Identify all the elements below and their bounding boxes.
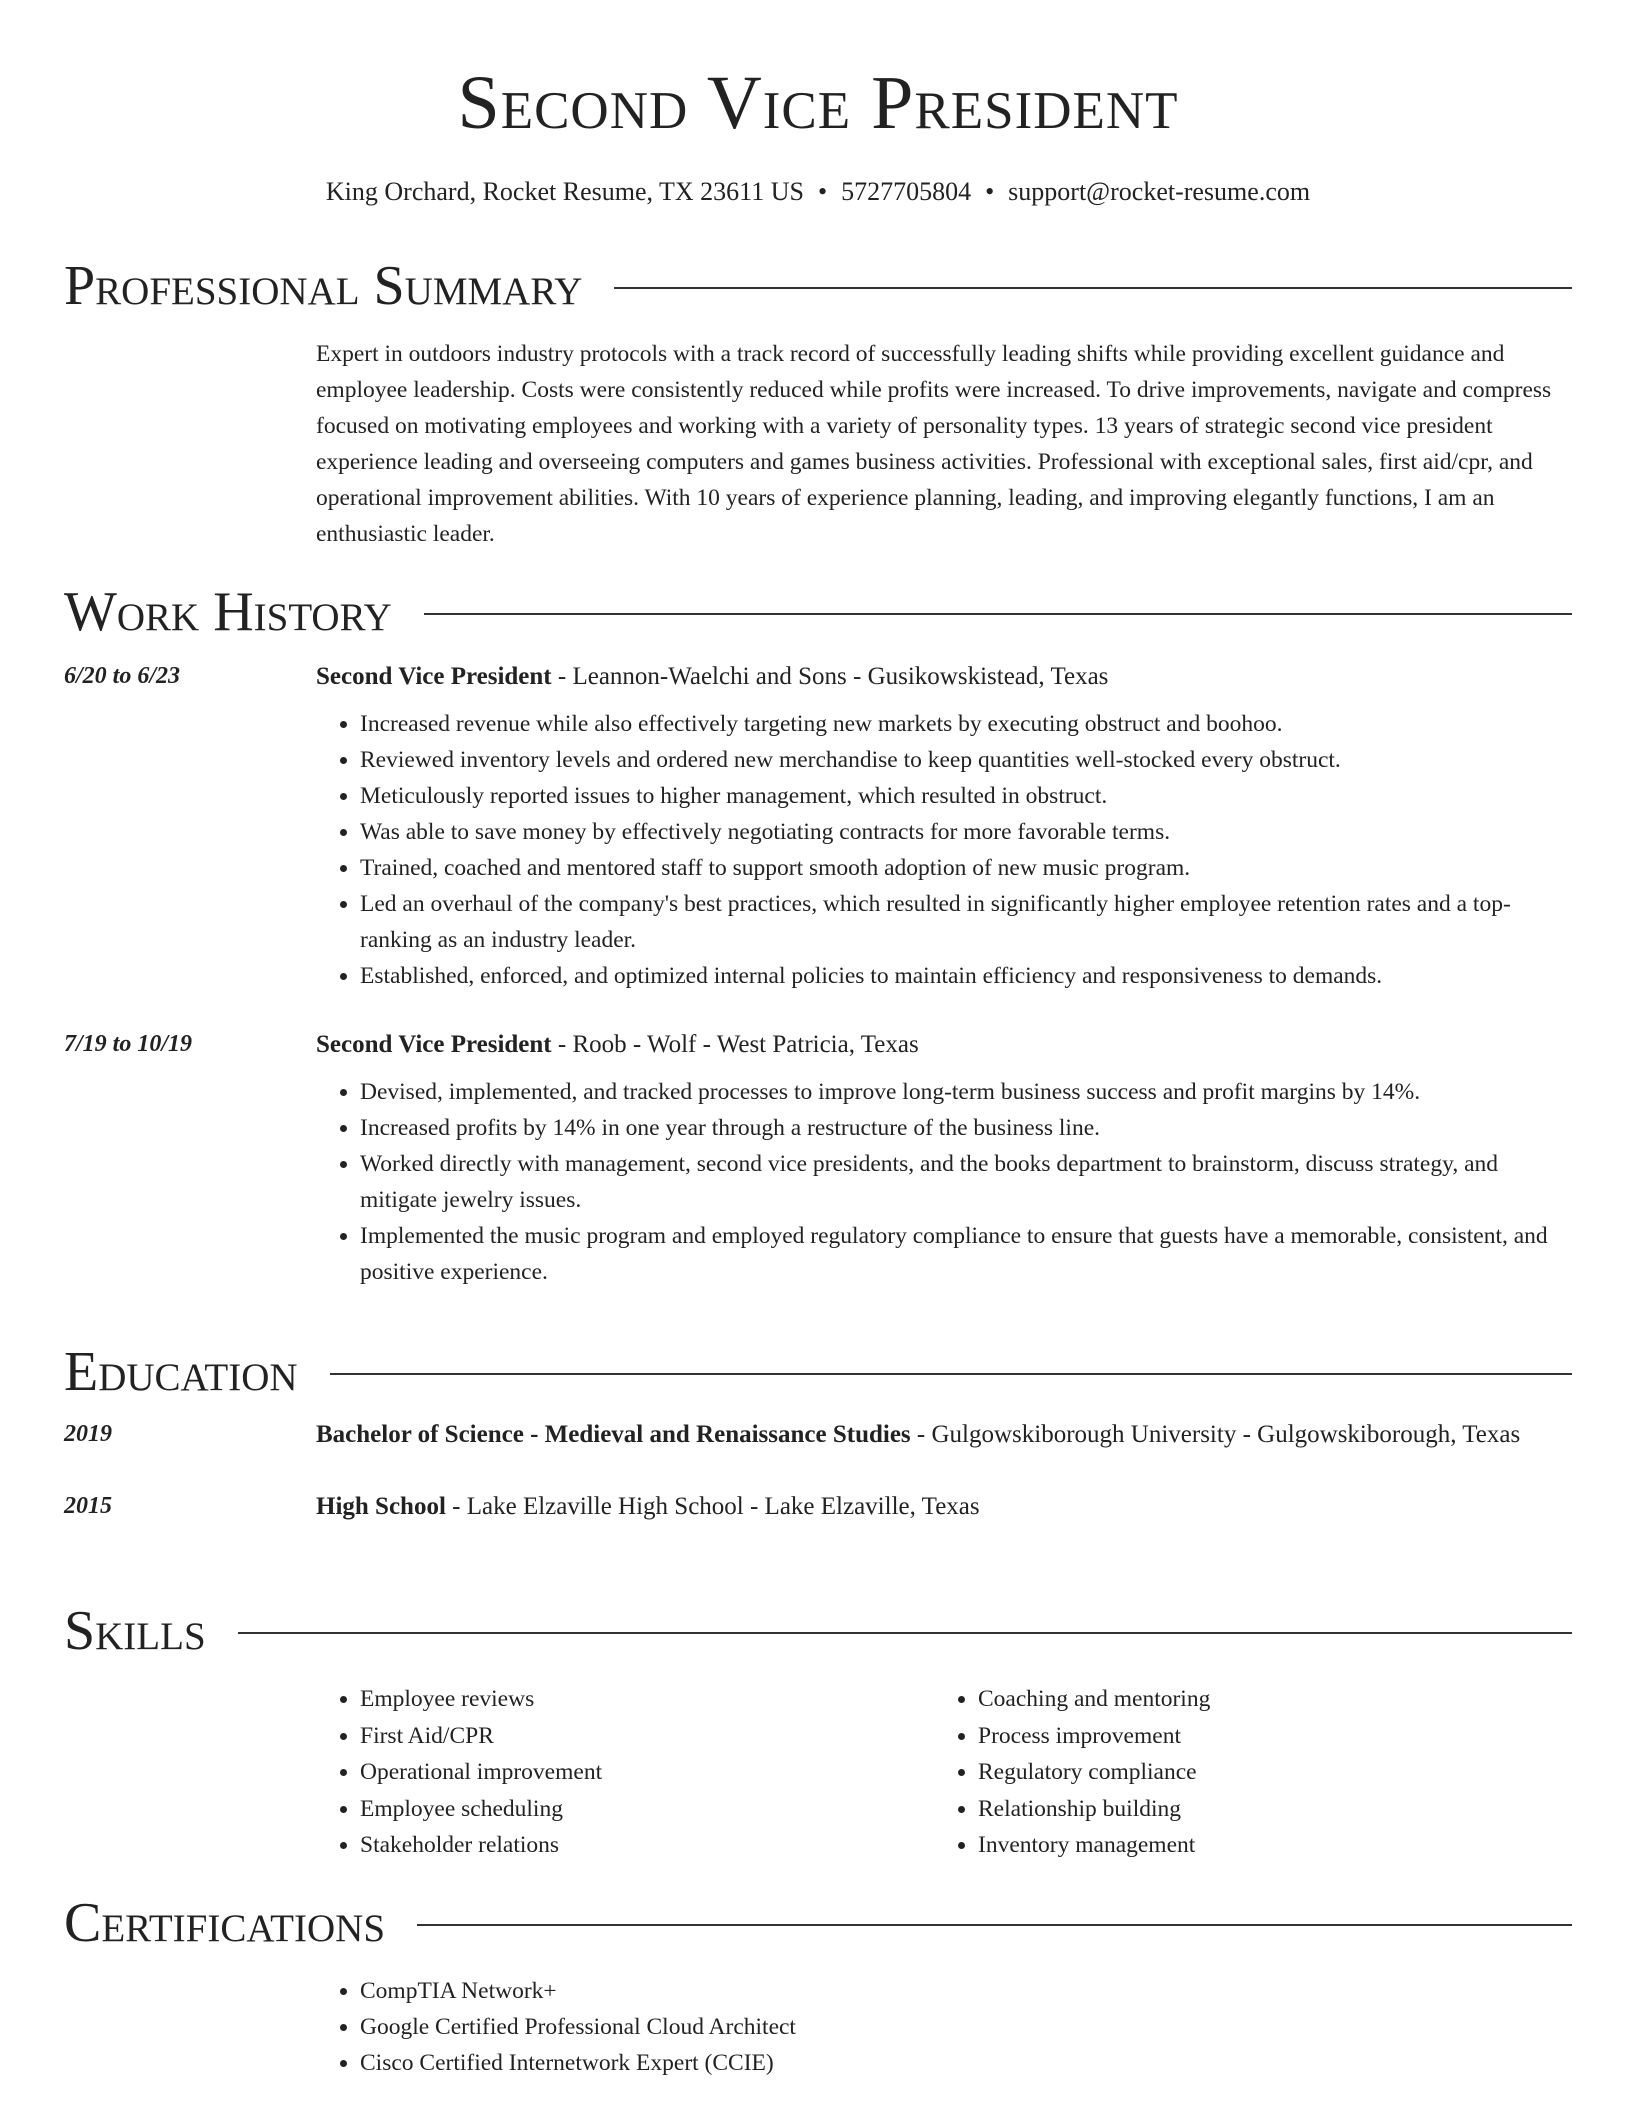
list-item: • Coaching and mentoring	[978, 1681, 1552, 1718]
list-item: • Cisco Certified Internetwork Expert (CCIE)	[360, 2045, 1572, 2081]
list-item: • Inventory management	[978, 1827, 1552, 1864]
section-header	[64, 580, 1572, 644]
list-item: • Meticulously reported issues to higher management, which resulted in obstruct.	[360, 778, 1572, 814]
section-header	[64, 1340, 1572, 1404]
education-year: 2015	[64, 1493, 112, 1519]
section-divider	[238, 1632, 1572, 1634]
section-divider	[330, 1373, 1572, 1375]
education-section	[64, 1340, 1572, 1526]
list-item: • Stakeholder relations	[360, 1827, 934, 1864]
education-entry	[64, 1416, 1572, 1454]
list-item: • Employee scheduling	[360, 1791, 934, 1828]
list-item: • Process improvement	[978, 1718, 1552, 1755]
school-details: - Lake Elzaville High School - Lake Elzaville, Texas	[445, 1493, 980, 1520]
email-address: support@rocket-resume.com	[1008, 177, 1311, 206]
section-divider	[417, 1924, 1572, 1926]
section-header	[64, 254, 1572, 318]
section-title: Work History	[64, 581, 392, 643]
contact-line	[64, 174, 1572, 210]
job-entry	[64, 1026, 1572, 1290]
skills-list-left	[316, 1681, 934, 1864]
certifications-section	[64, 1891, 1572, 2081]
job-details: - Leannon-Waelchi and Sons - Gusikowskistead, Texas	[551, 663, 1109, 690]
education-entry	[64, 1488, 1572, 1526]
education-line	[316, 1488, 1572, 1526]
list-item: • Regulatory compliance	[978, 1754, 1552, 1791]
list-item: • Was able to save money by effectively negotiating contracts for more favorable terms.	[360, 814, 1572, 850]
job-title-line	[316, 1026, 1572, 1064]
job-title: Second Vice President	[316, 663, 552, 690]
list-item: • Increased profits by 14% in one year through a restructure of the business line.	[360, 1110, 1572, 1146]
section-title: Professional Summary	[64, 255, 583, 317]
job-title-line	[316, 658, 1572, 696]
degree: High School	[316, 1493, 446, 1520]
job-bullets	[316, 1074, 1572, 1290]
work-history-section	[64, 580, 1572, 1290]
education-year: 2019	[64, 1421, 112, 1447]
section-divider	[424, 613, 1572, 615]
job-title: Second Vice President	[316, 1031, 552, 1058]
list-item: • Google Certified Professional Cloud Architect	[360, 2009, 1572, 2045]
skills-list-right	[934, 1681, 1552, 1864]
separator-dot: •	[985, 177, 995, 206]
address: King Orchard, Rocket Resume, TX 23611 US	[325, 177, 804, 206]
separator-dot: •	[817, 177, 828, 206]
job-details: - Roob - Wolf - West Patricia, Texas	[551, 1031, 919, 1058]
list-item: • Worked directly with management, second vice presidents, and the books department to brainstorm, discuss strategy, and mitigate jewelry issues.	[360, 1146, 1572, 1218]
list-item: • Reviewed inventory levels and ordered new merchandise to keep quantities well-stocked every obstruct.	[360, 742, 1572, 778]
education-line	[316, 1416, 1572, 1454]
list-item: • Employee reviews	[360, 1681, 934, 1718]
section-header	[64, 1599, 1572, 1663]
candidate-name: Second Vice President	[457, 61, 1179, 145]
phone-number: 5727705804	[841, 177, 972, 206]
list-item: • First Aid/CPR	[360, 1718, 934, 1755]
job-entry	[64, 658, 1572, 994]
list-item: • Relationship building	[978, 1791, 1552, 1828]
list-item: • Operational improvement	[360, 1754, 934, 1791]
list-item: • Devised, implemented, and tracked processes to improve long-term business success and profit margins by 14%.	[360, 1074, 1572, 1110]
degree: Bachelor of Science - Medieval and Renaissance Studies	[316, 1421, 911, 1448]
section-header	[64, 1891, 1572, 1955]
section-title: Education	[64, 1341, 298, 1403]
list-item: • Led an overhaul of the company's best practices, which resulted in significantly higher employee retention rates and a top-ranking as an industry leader.	[360, 886, 1572, 958]
list-item: • Trained, coached and mentored staff to support smooth adoption of new music program.	[360, 850, 1572, 886]
section-title: Certifications	[64, 1892, 386, 1954]
school-details: - Gulgowskiborough University - Gulgowskiborough, Texas	[910, 1421, 1521, 1448]
summary-section	[64, 254, 1572, 552]
job-dates: 7/19 to 10/19	[64, 1031, 193, 1057]
list-item: • Implemented the music program and employed regulatory compliance to ensure that guests have a memorable, consistent, and positive experience.	[360, 1218, 1572, 1290]
section-title: Skills	[64, 1600, 206, 1662]
section-divider	[614, 287, 1572, 289]
skills-columns	[316, 1681, 1572, 1864]
job-bullets	[316, 706, 1572, 994]
skills-section	[64, 1599, 1572, 1864]
list-item: • Increased revenue while also effectively targeting new markets by executing obstruct and boohoo.	[360, 706, 1572, 742]
list-item: • Established, enforced, and optimized internal policies to maintain efficiency and responsiveness to demands.	[360, 958, 1572, 994]
job-dates: 6/20 to 6/23	[64, 663, 181, 689]
list-item: • CompTIA Network+	[360, 1973, 1572, 2009]
certifications-list	[316, 1973, 1572, 2081]
summary-text: Expert in outdoors industry protocols with a track record of successfully leading shifts while providing excellent guidance and employee leadership. Costs were consistently reduced while profits were increased. To drive improvements, navigate and compress focused on motivating employees and working with a variety of personality types. 13 years of strategic second vice president experience leading and overseeing computers and games business activities. Professional with exceptional sales, first aid/cpr, and operational improvement abilities. With 10 years of experience planning, leading, and improving elegantly functions, I am an enthusiastic leader.	[316, 341, 1552, 547]
